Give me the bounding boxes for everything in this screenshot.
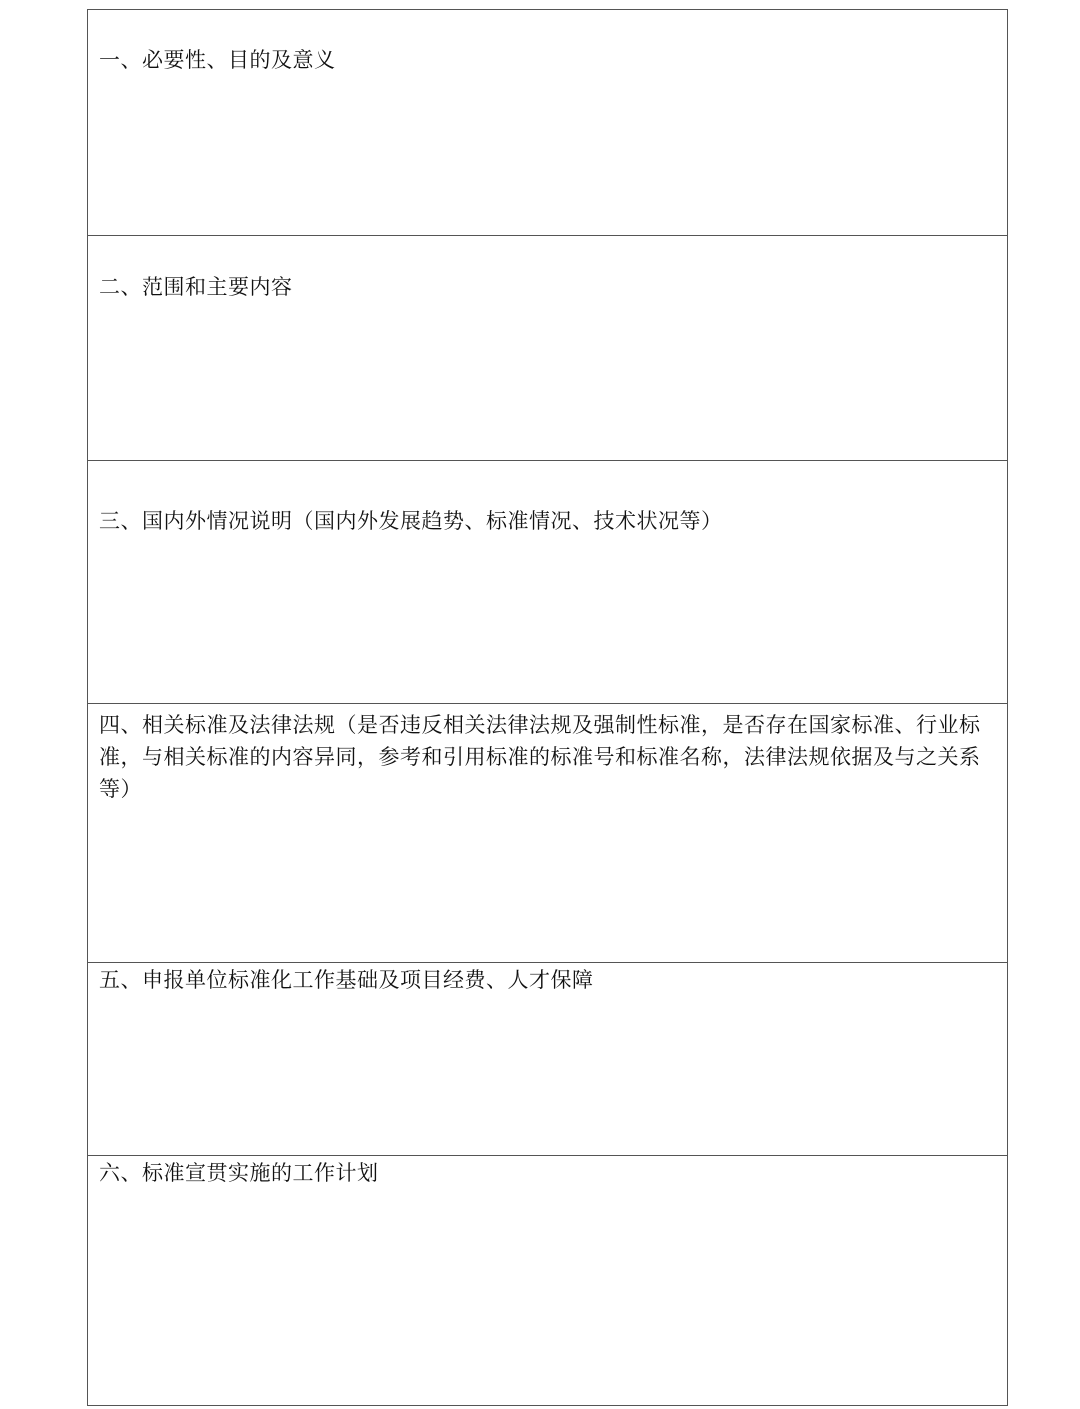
section-domestic-foreign[interactable] — [88, 460, 1007, 703]
section-related-standards[interactable] — [88, 703, 1007, 962]
section-domestic-foreign-label: 三、国内外情况说明（国内外发展趋势、标准情况、技术状况等） — [99, 509, 723, 533]
section-applicant-basis[interactable] — [88, 962, 1007, 1155]
section-applicant-basis-label: 五、申报单位标准化工作基础及项目经费、人才保障 — [99, 968, 594, 992]
form-table — [87, 9, 1008, 1406]
section-implementation-plan[interactable] — [88, 1155, 1007, 1405]
section-necessity[interactable] — [88, 10, 1007, 235]
section-implementation-plan-label: 六、标准宣贯实施的工作计划 — [99, 1161, 379, 1185]
section-scope-label: 二、范围和主要内容 — [99, 275, 293, 299]
section-scope[interactable] — [88, 235, 1007, 460]
section-necessity-label: 一、必要性、目的及意义 — [99, 48, 336, 72]
section-related-standards-label: 四、相关标准及法律法规（是否违反相关法律法规及强制性标准，是否存在国家标准、行业标准，与相关标准的内容异同，参考和引用标准的标准号和标准名称，法律法规依据及与之关系等） — [99, 713, 981, 801]
